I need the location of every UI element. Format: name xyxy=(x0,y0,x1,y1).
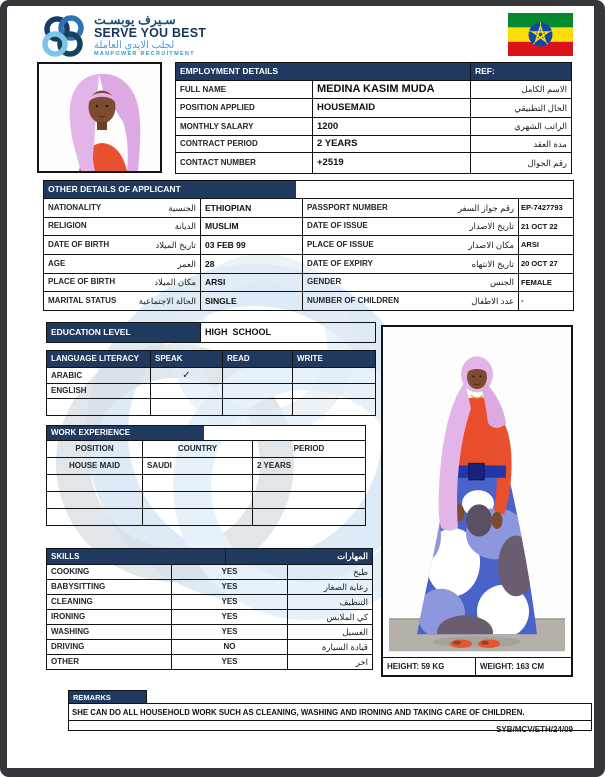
number-of-children-arabic: عدد الاطفال xyxy=(471,295,514,306)
contract-period-label: CONTRACT PERIOD xyxy=(175,135,312,152)
applicant-headshot-photo xyxy=(37,62,162,173)
position-applied-arabic: الحال التطبيقي xyxy=(470,98,571,117)
marital-status-label: MARITAL STATUS xyxy=(48,296,117,306)
date-of-birth-label-cell xyxy=(43,235,200,254)
ironing-arabic: كي الملابس xyxy=(287,609,372,624)
english-write-cell xyxy=(292,383,375,398)
nationality-arabic: الجنسية xyxy=(168,202,196,213)
height-value: HEIGHT: 59 KG xyxy=(383,658,476,675)
number-of-children-value: - xyxy=(518,291,573,310)
applicant-fullbody-photo xyxy=(381,325,573,677)
date-of-birth-label: DATE OF BIRTH xyxy=(48,240,110,250)
marital-status-value: SINGLE xyxy=(200,291,302,310)
remarks-text: SHE CAN DO ALL HOUSEHOLD WORK SUCH AS CLEANING, WASHING AND IRONING AND TAKING CARE OF CHILDREN. xyxy=(68,703,592,721)
monthly-salary-value: 1200 xyxy=(312,117,470,135)
skills-table xyxy=(46,548,373,670)
ethiopia-flag-icon xyxy=(508,13,573,56)
age-label: AGE xyxy=(48,258,66,268)
experience-empty-cell xyxy=(142,491,252,508)
position-applied-label: POSITION APPLIED xyxy=(175,98,312,117)
weight-value: WEIGHT: 163 CM xyxy=(480,662,545,671)
headshot-illustration xyxy=(39,64,160,171)
empty-write-cell xyxy=(292,398,375,415)
empty-read-cell xyxy=(222,398,292,415)
education-level-table xyxy=(46,322,376,343)
age-label-cell xyxy=(43,254,200,273)
date-of-birth-arabic: تاريخ الميلاد xyxy=(155,239,196,250)
date-of-birth-value: 03 FEB 99 xyxy=(200,235,302,254)
other-skill-arabic: اخر xyxy=(287,654,372,669)
gender-value: FEMALE xyxy=(518,273,573,292)
work-experience-header-row xyxy=(46,425,365,440)
skills-title-arabic: المهارات xyxy=(225,549,372,564)
place-of-issue-label: PLACE OF ISSUE xyxy=(307,240,374,250)
gender-label: GENDER xyxy=(307,277,342,287)
babysitting-label: BABYSITTING xyxy=(46,579,171,594)
employment-details-title: EMPLOYMENT DETAILS xyxy=(175,62,470,80)
language-arabic-label: ARABIC xyxy=(46,367,150,383)
country-header: COUNTRY xyxy=(142,440,252,457)
language-literacy-table xyxy=(46,350,376,416)
date-of-expiry-arabic: تاريخ الانتهاه xyxy=(471,258,514,269)
speak-header: SPEAK xyxy=(150,350,222,367)
driving-label: DRIVING xyxy=(46,639,171,654)
skills-title: SKILLS xyxy=(51,551,80,561)
position-applied-value: HOUSEMAID xyxy=(312,98,470,117)
work-experience-table xyxy=(46,425,366,526)
arabic-read-cell xyxy=(222,367,292,383)
monthly-salary-arabic: الراتب الشهري xyxy=(470,117,571,135)
passport-number-value: EP-7427793 xyxy=(518,198,573,217)
experience-empty-cell xyxy=(252,474,365,491)
washing-label: WASHING xyxy=(46,624,171,639)
experience-empty-cell xyxy=(252,491,365,508)
ref-label: REF: xyxy=(470,62,571,80)
full-name-value: MEDINA KASIM MUDA xyxy=(312,80,470,98)
place-of-birth-label: PLACE OF BIRTH xyxy=(48,277,116,287)
date-of-expiry-value: 20 OCT 27 xyxy=(518,254,573,273)
other-details-header-row xyxy=(43,180,573,198)
religion-label-cell xyxy=(43,217,200,236)
height-weight-row xyxy=(383,657,571,675)
contact-number-label: CONTACT NUMBER xyxy=(175,152,312,173)
place-of-birth-arabic: مكان الميلاد xyxy=(154,277,196,288)
cooking-label: COOKING xyxy=(46,564,171,579)
experience-empty-cell xyxy=(142,508,252,525)
language-english-label: ENGLISH xyxy=(46,383,150,398)
english-speak-cell xyxy=(150,383,222,398)
cleaning-label: CLEANING xyxy=(46,594,171,609)
washing-value: YES xyxy=(171,624,287,639)
cleaning-arabic: التنظيف xyxy=(287,594,372,609)
remarks-title: REMARKS xyxy=(68,690,147,703)
agency-name-english: SERVE YOU BEST xyxy=(94,26,207,41)
education-level-label: EDUCATION LEVEL xyxy=(46,322,200,342)
cleaning-value: YES xyxy=(171,594,287,609)
empty-speak-cell xyxy=(150,398,222,415)
read-header: READ xyxy=(222,350,292,367)
agency-tagline-english: MANPOWER RECRUITMENT xyxy=(94,51,195,58)
date-of-issue-label-cell xyxy=(302,217,518,236)
arabic-write-cell xyxy=(292,367,375,383)
agency-name-arabic: سـيرف يوبسـت xyxy=(94,13,176,27)
washing-arabic: الغسيل xyxy=(287,624,372,639)
education-level-value: HIGH SCHOOL xyxy=(200,322,375,342)
work-experience-title: WORK EXPERIENCE xyxy=(47,426,204,440)
date-of-issue-label: DATE OF ISSUE xyxy=(307,221,368,231)
place-of-birth-value: ARSI xyxy=(200,273,302,292)
contract-period-arabic: مدة العقد xyxy=(470,135,571,152)
date-of-expiry-label-cell xyxy=(302,254,518,273)
language-literacy-header: LANGUAGE LITERACY xyxy=(46,350,150,367)
write-header: WRITE xyxy=(292,350,375,367)
place-of-birth-label-cell xyxy=(43,273,200,292)
religion-value: MUSLIM xyxy=(200,217,302,236)
experience-period-value: 2 YEARS xyxy=(252,457,365,474)
agency-logo xyxy=(40,14,222,61)
number-of-children-label: NUMBER OF CHILDREN xyxy=(307,296,399,306)
experience-country-value: SAUDI xyxy=(142,457,252,474)
other-details-title: OTHER DETAILS OF APPLICANT xyxy=(44,181,296,198)
date-of-expiry-label: DATE OF EXPIRY xyxy=(307,258,373,268)
employment-details-table xyxy=(175,62,572,174)
other-skill-value: YES xyxy=(171,654,287,669)
fullbody-illustration xyxy=(383,327,571,657)
gender-label-cell xyxy=(302,273,518,292)
passport-number-label: PASSPORT NUMBER xyxy=(307,202,388,212)
skills-header-row xyxy=(46,548,372,564)
agency-wordmark xyxy=(94,14,222,61)
experience-empty-cell xyxy=(142,474,252,491)
babysitting-arabic: رعاية الصغار xyxy=(287,579,372,594)
marital-status-arabic: الحالة الاجتماعية xyxy=(138,295,196,306)
ironing-value: YES xyxy=(171,609,287,624)
date-of-issue-value: 21 OCT 22 xyxy=(518,217,573,236)
full-name-label: FULL NAME xyxy=(175,80,312,98)
driving-value: NO xyxy=(171,639,287,654)
place-of-issue-value: ARSI xyxy=(518,235,573,254)
cooking-value: YES xyxy=(171,564,287,579)
babysitting-value: YES xyxy=(171,579,287,594)
experience-empty-cell xyxy=(46,508,142,525)
contact-number-arabic: رقم الجوال xyxy=(470,152,571,173)
monthly-salary-label: MONTHLY SALARY xyxy=(175,117,312,135)
experience-empty-cell xyxy=(252,508,365,525)
experience-position-value: HOUSE MAID xyxy=(46,457,142,474)
passport-number-arabic: رقم جواز السفر xyxy=(457,202,514,213)
period-header: PERIOD xyxy=(252,440,365,457)
age-arabic: العمر xyxy=(177,258,196,269)
ironing-label: IRONING xyxy=(46,609,171,624)
interlocking-rings-logo-icon xyxy=(40,14,88,61)
cooking-arabic: طبخ xyxy=(287,564,372,579)
passport-number-label-cell xyxy=(302,198,518,217)
gender-arabic: الجنس xyxy=(490,277,514,288)
position-header: POSITION xyxy=(46,440,142,457)
marital-status-label-cell xyxy=(43,291,200,310)
place-of-issue-arabic: مكان الاصدار xyxy=(468,239,514,250)
age-value: 28 xyxy=(200,254,302,273)
place-of-issue-label-cell xyxy=(302,235,518,254)
language-empty-label xyxy=(46,398,150,415)
document-code: SYB/MCV/ETH/24/09 xyxy=(496,725,573,734)
driving-arabic: قيادة السيارة xyxy=(287,639,372,654)
number-of-children-label-cell xyxy=(302,291,518,310)
religion-arabic: الديانة xyxy=(174,221,196,232)
arabic-speak-checkmark: ✓ xyxy=(150,367,222,383)
other-details-table xyxy=(43,180,574,311)
date-of-issue-arabic: تاريخ الاصدار xyxy=(469,221,514,232)
experience-empty-cell xyxy=(46,491,142,508)
experience-empty-cell xyxy=(46,474,142,491)
religion-label: RELIGION xyxy=(48,221,87,231)
nationality-label-cell xyxy=(43,198,200,217)
agency-tagline-arabic: لجلب الايدي العاملة xyxy=(94,40,175,52)
full-name-arabic: الاسم الكامل xyxy=(470,80,571,98)
other-skill-label: OTHER xyxy=(46,654,171,669)
english-read-cell xyxy=(222,383,292,398)
nationality-label: NATIONALITY xyxy=(48,202,102,212)
contract-period-value: 2 YEARS xyxy=(312,135,470,152)
contact-number-value: +2519 xyxy=(312,152,470,173)
nationality-value: ETHIOPIAN xyxy=(200,198,302,217)
